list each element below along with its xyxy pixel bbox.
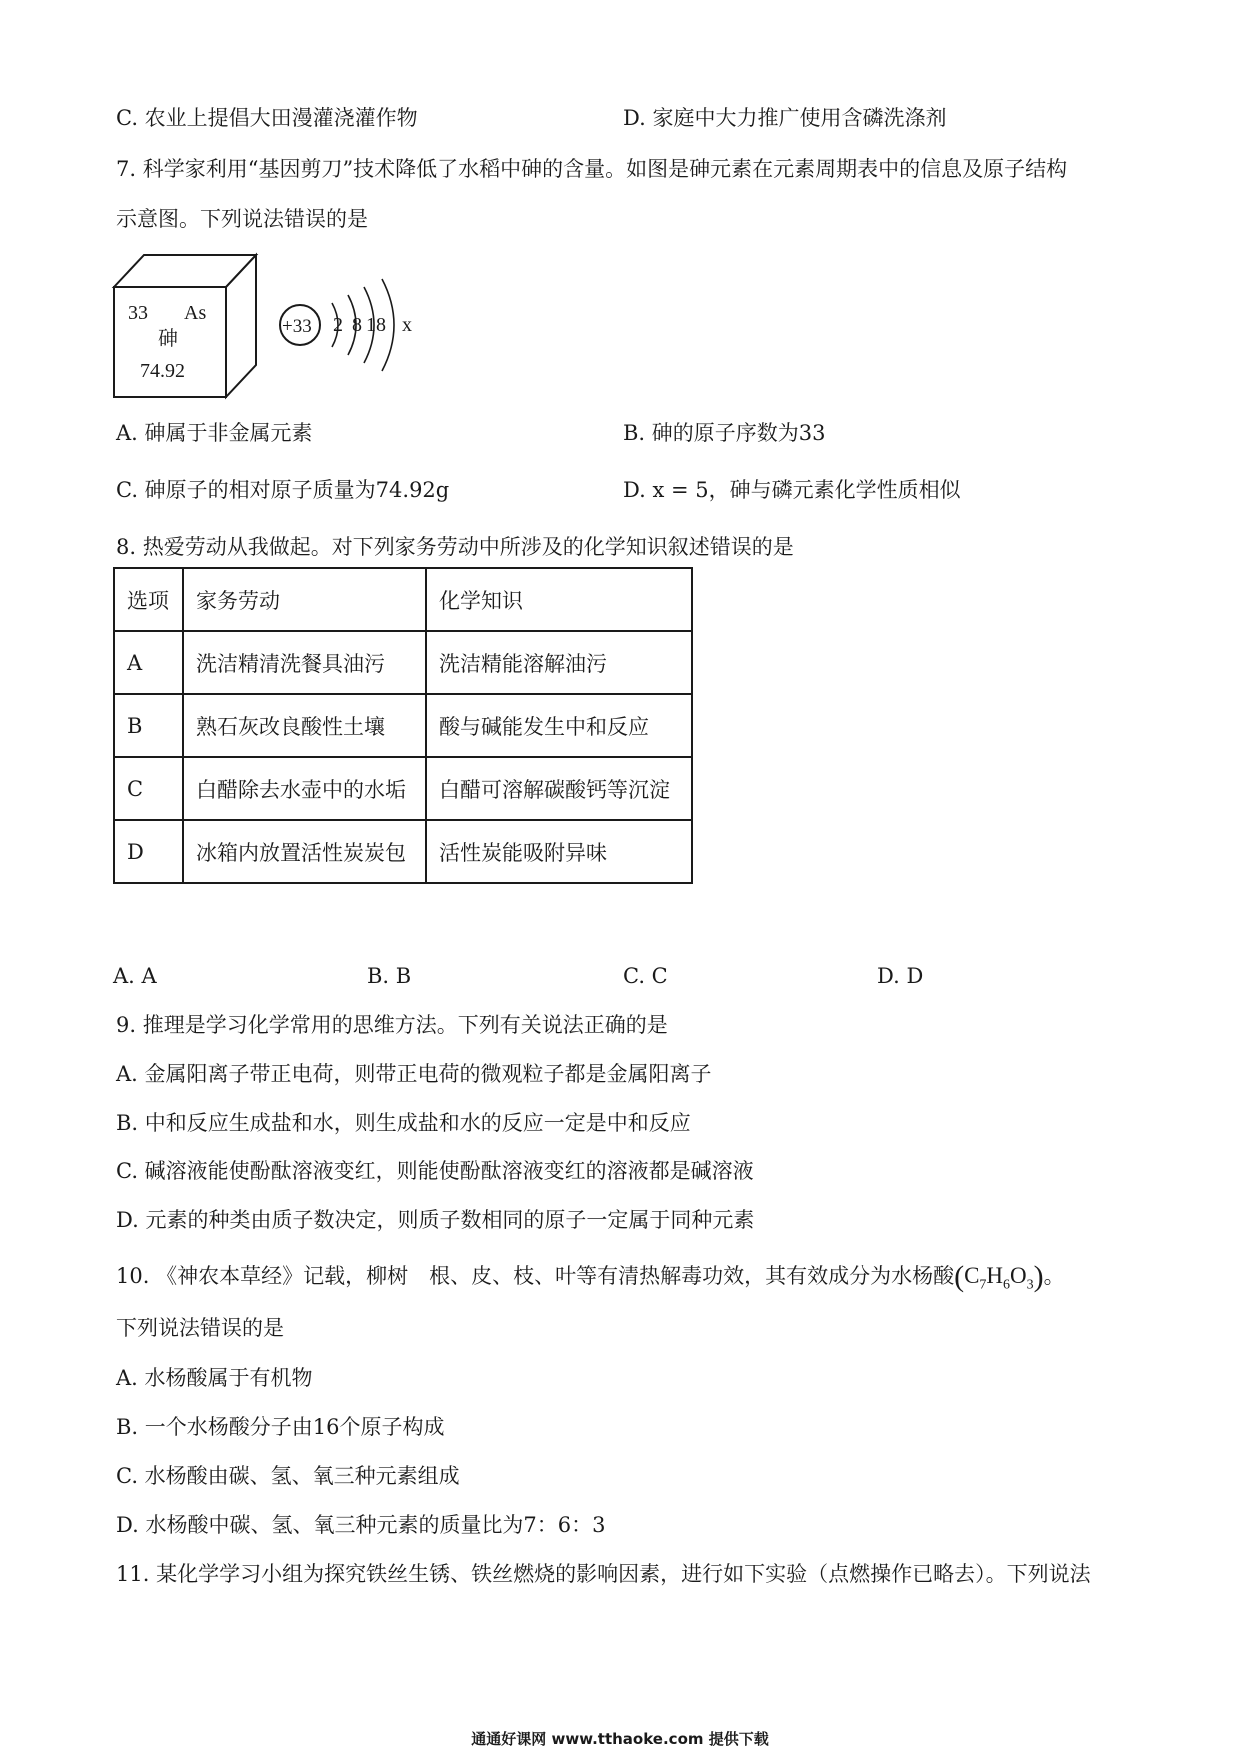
table-cell: 白醋除去水壶中的水垢 bbox=[183, 757, 426, 820]
q7-option-d: D. x = 5，砷与磷元素化学性质相似 bbox=[623, 478, 961, 502]
table-header: 选项 bbox=[114, 568, 183, 631]
table-header-row bbox=[114, 568, 692, 631]
table-cell: 酸与碱能发生中和反应 bbox=[426, 694, 692, 757]
table-cell: 洗洁精能溶解油污 bbox=[426, 631, 692, 694]
table-header: 家务劳动 bbox=[183, 568, 426, 631]
atomic-number: 33 bbox=[128, 302, 148, 324]
q11-stem: 11. 某化学学习小组为探究铁丝生锈、铁丝燃烧的影响因素，进行如下实验（点燃操作已略去）。下列说法 bbox=[116, 1562, 1091, 1586]
table-cell: A bbox=[114, 631, 183, 694]
table-cell: C bbox=[114, 757, 183, 820]
q6-option-d: D. 家庭中大力推广使用含磷洗涤剂 bbox=[623, 106, 947, 130]
q10-stem-text: 10. 《神农本草经》记载，柳树 根、皮、枝、叶等有清热解毒功效，其有效成分为水杨酸 bbox=[116, 1264, 955, 1288]
q9-option-a: A. 金属阳离子带正电荷，则带正电荷的微观粒子都是金属阳离子 bbox=[116, 1062, 712, 1086]
element-name: 砷 bbox=[158, 326, 178, 350]
table-cell: 活性炭能吸附异味 bbox=[426, 820, 692, 883]
q7-option-c: C. 砷原子的相对原子质量为74.92g bbox=[116, 478, 450, 502]
table-cell: 熟石灰改良酸性土壤 bbox=[183, 694, 426, 757]
q9-option-c: C. 碱溶液能使酚酞溶液变红，则能使酚酞溶液变红的溶液都是碱溶液 bbox=[116, 1159, 754, 1183]
table-cell: 冰箱内放置活性炭炭包 bbox=[183, 820, 426, 883]
salicylic-acid-formula: $(C_7H_6O_3)$ bbox=[954, 1260, 1044, 1293]
q10-option-c: C. 水杨酸由碳、氢、氧三种元素组成 bbox=[116, 1464, 460, 1488]
q8-option-a: A. A bbox=[113, 964, 157, 988]
q7-stem-line2: 示意图。下列说法错误的是 bbox=[116, 207, 368, 231]
table-cell: D bbox=[114, 820, 183, 883]
table-row bbox=[114, 757, 692, 820]
q9-stem: 9. 推理是学习化学常用的思维方法。下列有关说法正确的是 bbox=[116, 1013, 668, 1037]
q7-option-a: A. 砷属于非金属元素 bbox=[116, 421, 313, 445]
q7-stem-line1: 7. 科学家利用“基因剪刀”技术降低了水稻中砷的含量。如图是砷元素在元素周期表中的信息及原子结构 bbox=[116, 157, 1068, 181]
q10-stem-line2: 下列说法错误的是 bbox=[116, 1316, 284, 1340]
table-header: 化学知识 bbox=[426, 568, 692, 631]
table-cell: 白醋可溶解碳酸钙等沉淀 bbox=[426, 757, 692, 820]
q6-option-c: C. 农业上提倡大田漫灌浇灌作物 bbox=[116, 106, 418, 130]
table-cell: B bbox=[114, 694, 183, 757]
q8-option-b: B. B bbox=[367, 964, 412, 988]
footer-watermark: 通通好课网 www.tthaoke.com 提供下载 bbox=[471, 1730, 769, 1748]
q8-stem: 8. 热爱劳动从我做起。对下列家务劳动中所涉及的化学知识叙述错误的是 bbox=[116, 535, 794, 559]
q9-option-d: D. 元素的种类由质子数决定，则质子数相同的原子一定属于同种元素 bbox=[116, 1208, 755, 1232]
shell-3: 18 bbox=[366, 314, 386, 336]
table-row bbox=[114, 694, 692, 757]
table-row bbox=[114, 820, 692, 883]
atomic-mass: 74.92 bbox=[140, 360, 185, 382]
q10-option-a: A. 水杨酸属于有机物 bbox=[116, 1366, 313, 1390]
q10-option-b: B. 一个水杨酸分子由16个原子构成 bbox=[116, 1415, 445, 1439]
q10-stem-line1 bbox=[116, 1262, 1065, 1300]
q8-option-c: C. C bbox=[623, 964, 668, 988]
shell-2: 8 bbox=[352, 314, 362, 336]
table-cell: 洗洁精清洗餐具油污 bbox=[183, 631, 426, 694]
q8-table bbox=[113, 567, 693, 884]
shell-4: x bbox=[402, 314, 412, 336]
q10-option-d: D. 水杨酸中碳、氢、氧三种元素的质量比为7：6：3 bbox=[116, 1513, 606, 1537]
q7-option-b: B. 砷的原子序数为33 bbox=[623, 421, 826, 445]
arsenic-figure bbox=[100, 245, 430, 405]
table-row bbox=[114, 631, 692, 694]
q10-stem-end: 。 bbox=[1043, 1264, 1065, 1288]
nucleus-charge: +33 bbox=[282, 316, 312, 337]
element-symbol: As bbox=[184, 302, 207, 324]
shell-1: 2 bbox=[333, 314, 343, 336]
q9-option-b: B. 中和反应生成盐和水，则生成盐和水的反应一定是中和反应 bbox=[116, 1111, 691, 1135]
q8-option-d: D. D bbox=[877, 964, 924, 988]
